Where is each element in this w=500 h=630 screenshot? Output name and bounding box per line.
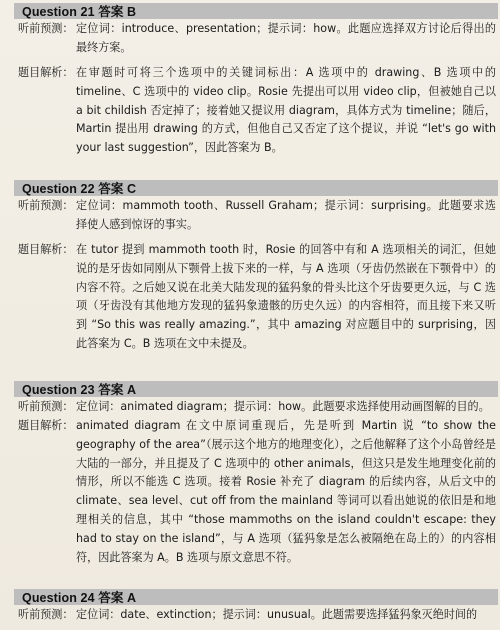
analysis-text: animated diagram 在文中原词重现后，先是听到 Martin 说 “to show the geography of the area”（展示这个地方的地理变化），之后他解释了这个小岛曾经是大陆的一部分，并且提及了 C 选项中的 other animals，但这只是发生地理变化前的情形，所以不能选 C 选项。接着 Rosie 补充了 diagram 的后续内容，从后文中的 climate、sea level、cut off from the mainland 等词可以看出她说的依旧是和地理相关的信息，其中 “those mammoths on the island couldn't escape: they had to stay on the island”，与 A 选项（猛犸象是怎么被隔绝在岛上的）的内容相符，因此答案为 A。B 选项与原文意思不符。: [76, 419, 496, 564]
question-24-prediction: [18, 606, 496, 625]
analysis-label: 题目解析：: [18, 243, 74, 256]
prediction-label: 听前预测：: [18, 608, 74, 621]
prediction-text: 定位词：animated diagram；提示词：how。此题要求选择使用动画图解的目的。: [76, 400, 490, 413]
prediction-text: 定位词：introduce、presentation；提示词：how。此题应选择双方讨论后得出的最终方案。: [76, 22, 496, 54]
question-23-prediction: [18, 398, 496, 417]
question-24-title: Question 24 答案 A: [22, 591, 137, 605]
question-23-title: Question 23 答案 A: [22, 383, 137, 397]
prediction-label: 听前预测：: [18, 400, 74, 413]
question-21-title: Question 21 答案 B: [22, 5, 137, 19]
analysis-text: 在审题时可将三个选项中的关键词标出：A 选项中的 drawing、B 选项中的 timeline、C 选项中的 video clip。Rosie 先提出可以用 video clip，但被她自己以 a bit childish 否定掉了；接着她又提议用 diagram，具体方式为 timeline；随后，Martin 提出用 drawing 的方式，但他自己又否定了这个提议，并说 “let's go with your last suggestion”，因此答案为 B。: [76, 66, 496, 155]
question-23-header: [14, 381, 498, 397]
analysis-text: 在 tutor 提到 mammoth tooth 时，Rosie 的回答中有和 A 选项相关的词汇，但她说的是牙齿如同刚从下颚骨上拔下来的一样，与 A 选项（牙齿仍然嵌在下颚骨中）的内容不符。之后她又说在北美大陆发现的猛犸象的骨头比这个牙齿要更久远，与 C 选项（牙齿没有其他地方发现的猛犸象遗骸的历史久远）的内容相符，而且接下来又听到 “So this was really amazing.”，其中 amazing 对应题目中的 surprising，因此答案为 C。B 选项在文中未提及。: [76, 243, 496, 350]
analysis-label: 题目解析：: [18, 66, 74, 79]
prediction-text: 定位词：date、extinction；提示词：unusual。此题需要选择猛犸象灭绝时间的: [76, 608, 478, 621]
question-22-analysis: [18, 241, 496, 354]
analysis-label: 题目解析：: [18, 419, 74, 432]
question-22-title: Question 22 答案 C: [22, 182, 137, 196]
prediction-text: 定位词：mammoth tooth、Russell Graham；提示词：surprising。此题要求选择使人感到惊讶的事实。: [76, 199, 496, 231]
question-23-analysis: [18, 417, 496, 567]
prediction-label: 听前预测：: [18, 22, 74, 35]
question-21-analysis: [18, 64, 496, 158]
question-21-header: [14, 3, 498, 19]
question-21-prediction: [18, 20, 496, 58]
question-22-prediction: [18, 197, 496, 235]
question-22-header: [14, 180, 498, 196]
question-24-header: [14, 589, 498, 605]
prediction-label: 听前预测：: [18, 199, 74, 212]
